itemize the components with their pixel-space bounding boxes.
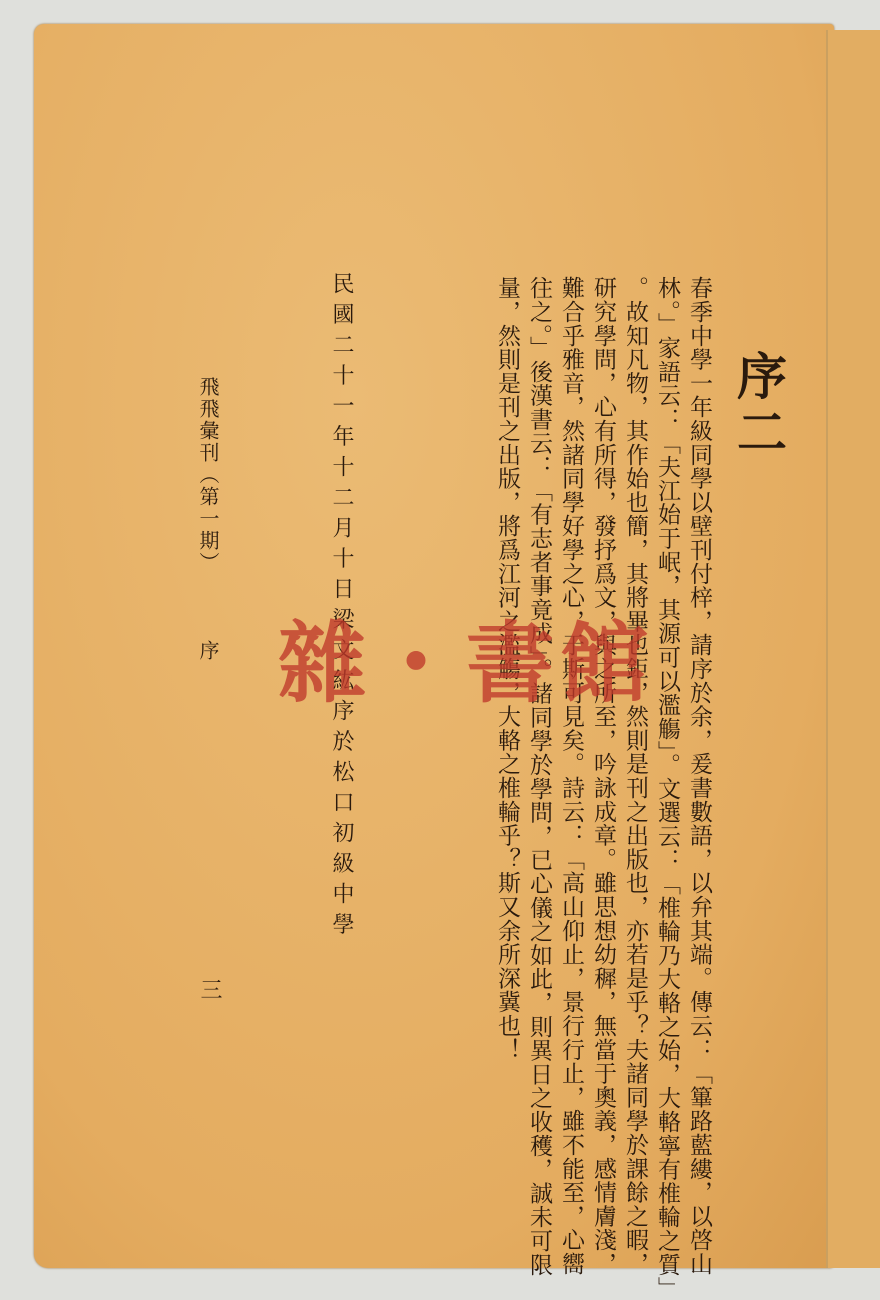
publication-title: 飛飛彙刊（第一期）: [196, 376, 220, 574]
next-page-edge: [826, 30, 880, 1268]
body-line-2: 林。」家語云：「夫江始于岷，其源可以濫觴」。文選云：「椎輪乃大輅之始，大輅寧有椎輪之質」: [654, 276, 680, 1300]
section-label: 序: [196, 640, 220, 660]
page-number: 三: [197, 978, 222, 1000]
body-line-1: 春季中學一年級同學以壁刊付梓，請序於余，爰書數語，以弁其端。傳云：「篳路藍縷，以啓山: [686, 276, 712, 1276]
body-line-5: 難合乎雅音，然諸同學好學之心，于斯可見矣。詩云：「高山仰止，景行行止，雖不能至，心嚮: [558, 276, 584, 1276]
body-line-4: 研究學問，心有所得，發抒爲文，與之所至，吟詠成章。雖思想幼穉，無當于奧義，感情膚淺，: [590, 276, 616, 1276]
body-line-6: 往之。」後漢書云：「有志者事竟成」。諸同學於學問，已心儀之如此，則異日之收穫，誠未可限: [526, 276, 552, 1277]
body-line-3: 。故知凡物，其作始也簡，其將畢也鉅，然則是刊之出版也，亦若是乎？夫諸同學於課餘之暇，: [622, 276, 648, 1276]
watermark-stamp: 雜・書館: [278, 611, 655, 715]
body-line-7: 量，然則是刊之出版，將爲江河之濫觴，大輅之椎輪乎？斯又余所深冀也！: [494, 276, 520, 1062]
page-title: 序二: [729, 350, 788, 462]
date-signature-line: 民國二十一年十二月十日梁文紘序於松口初級中學: [329, 272, 354, 943]
